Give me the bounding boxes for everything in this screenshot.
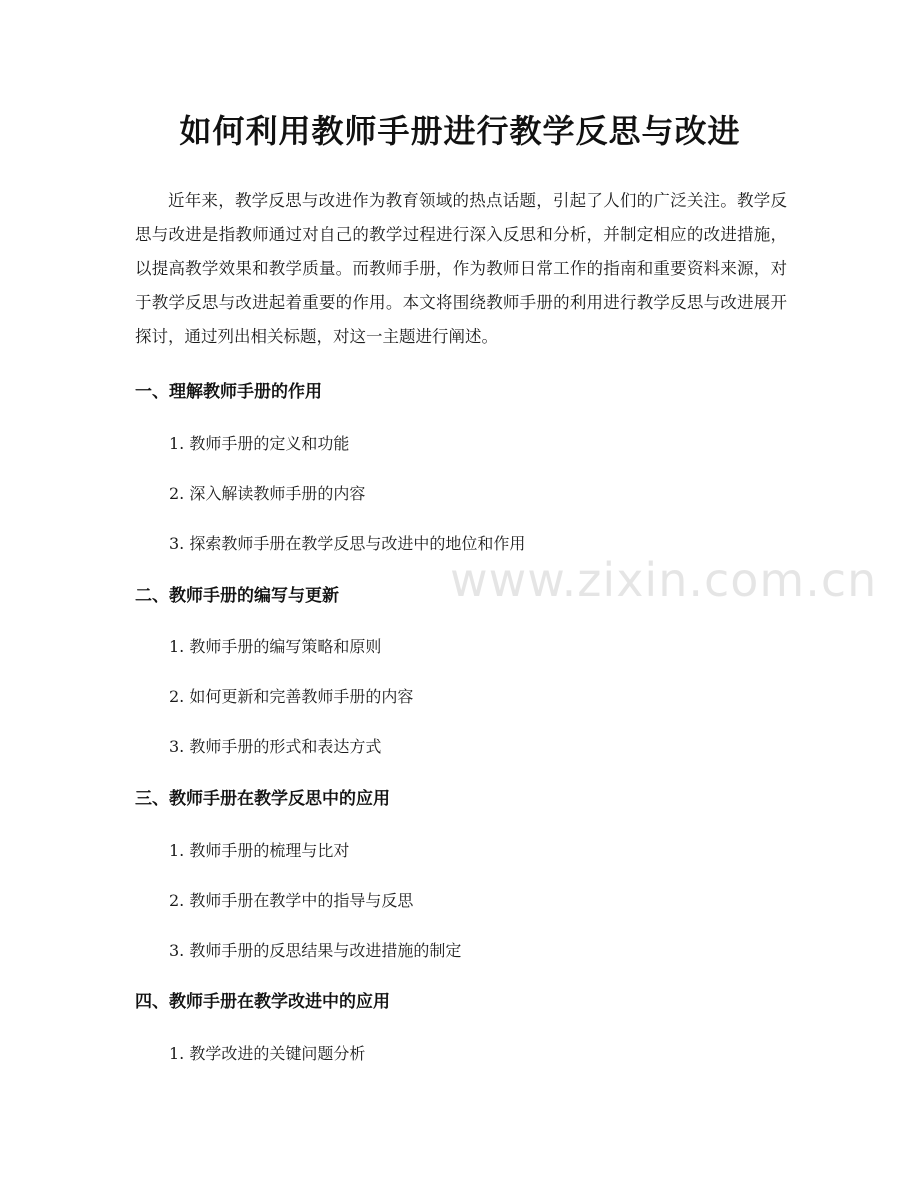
- list-item: 2. 深入解读教师手册的内容: [169, 484, 366, 503]
- document-title: 如何利用教师手册进行教学反思与改进: [179, 112, 741, 150]
- list-item: 2. 如何更新和完善教师手册的内容: [169, 687, 414, 706]
- watermark: www.zixin.com.cn: [450, 553, 878, 607]
- list-item: 1. 教师手册的编写策略和原则: [169, 637, 382, 656]
- list-item: 3. 教师手册的反思结果与改进措施的制定: [169, 941, 462, 960]
- section-heading-2: 二、教师手册的编写与更新: [135, 586, 339, 606]
- list-item: 3. 教师手册的形式和表达方式: [169, 737, 382, 756]
- intro-paragraph: 近年来，教学反思与改进作为教育领域的热点话题，引起了人们的广泛关注。教学反思与改进是指教师通过对自己的教学过程进行深入反思和分析，并制定相应的改进措施，以提高教学效果和教学质量。而教师手册，作为教师日常工作的指南和重要资料来源，对于教学反思与改进起着重要的作用。本文将围绕教师手册的利用进行教学反思与改进展开探讨，通过列出相关标题，对这一主题进行阐述。: [135, 191, 787, 346]
- list-item: 1. 教师手册的定义和功能: [169, 434, 350, 453]
- section-heading-3: 三、教师手册在教学反思中的应用: [135, 789, 390, 809]
- section-heading-4: 四、教师手册在教学改进中的应用: [135, 992, 390, 1012]
- list-item: 3. 探索教师手册在教学反思与改进中的地位和作用: [169, 534, 526, 553]
- list-item: 1. 教学改进的关键问题分析: [169, 1044, 366, 1063]
- list-item: 2. 教师手册在教学中的指导与反思: [169, 891, 414, 910]
- list-item: 1. 教师手册的梳理与比对: [169, 841, 350, 860]
- section-heading-1: 一、理解教师手册的作用: [135, 382, 322, 402]
